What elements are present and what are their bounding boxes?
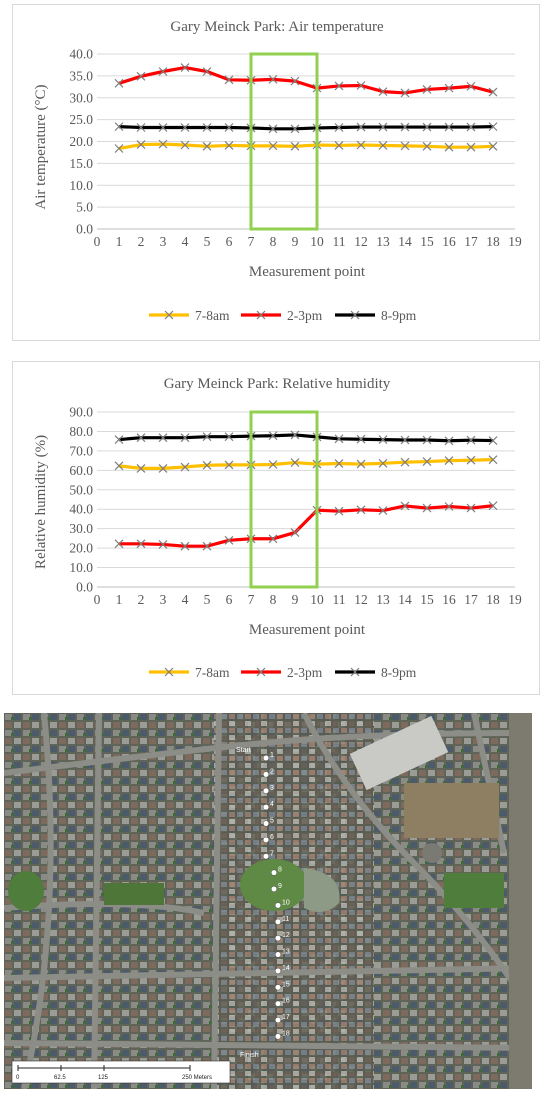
- route-point-label: 3: [270, 784, 274, 792]
- aerial-map: [4, 713, 532, 1089]
- route-point-label: 1: [270, 752, 274, 759]
- x-tick-label: 4: [181, 592, 189, 607]
- x-tick-label: 0: [93, 234, 101, 249]
- air-temperature-chart: [12, 4, 540, 341]
- y-tick-label: 90.0: [69, 404, 93, 420]
- x-tick-label: 9: [291, 234, 299, 249]
- y-tick-label: 50.0: [69, 482, 93, 498]
- y-tick-label: 10.0: [69, 177, 93, 193]
- y-tick-label: 60.0: [69, 462, 93, 478]
- scale-tick-250: 250 Meters: [182, 1075, 213, 1081]
- relative-humidity-chart: [12, 361, 540, 695]
- chart-title: Gary Meinck Park: Relative humidity: [163, 376, 391, 392]
- x-tick-label: 16: [442, 234, 456, 249]
- y-tick-label: 20.0: [69, 134, 93, 149]
- legend-label: 2-3pm: [287, 665, 323, 680]
- legend-item: [241, 308, 323, 323]
- y-tick-label: 10.0: [69, 560, 93, 576]
- chart-title: Gary Meinck Park: Air temperature: [170, 19, 384, 35]
- highlight-box: [251, 412, 317, 587]
- legend-label: 8-9pm: [381, 665, 417, 680]
- legend-label: 7-8am: [195, 665, 230, 680]
- air-temperature-plot: [13, 5, 541, 342]
- x-tick-label: 13: [376, 234, 390, 249]
- x-tick-label: 13: [376, 592, 390, 607]
- series-line-8-9pm: [119, 127, 493, 129]
- route-point-label: 16: [282, 997, 290, 1005]
- x-tick-label: 17: [464, 234, 478, 249]
- aerial-map-image: [4, 713, 532, 1089]
- y-tick-label: 0.0: [76, 579, 93, 595]
- series-line-2-3pm: [119, 68, 493, 93]
- route-point-label: 8: [278, 866, 282, 874]
- x-tick-label: 1: [115, 234, 123, 249]
- y-tick-label: 30.0: [69, 521, 93, 537]
- route-point-label: 6: [270, 833, 274, 841]
- x-tick-label: 5: [203, 592, 211, 607]
- x-tick-label: 18: [486, 592, 500, 607]
- x-axis-label: Measurement point: [248, 622, 366, 638]
- y-tick-label: 0.0: [76, 221, 93, 237]
- x-tick-label: 12: [354, 592, 368, 607]
- map-scale-bar: [12, 1061, 230, 1083]
- x-tick-label: 5: [203, 234, 211, 249]
- series-line-7-8am: [119, 460, 493, 469]
- y-tick-label: 70.0: [69, 443, 93, 459]
- x-tick-label: 15: [420, 234, 434, 249]
- route-point-label: 5: [270, 817, 274, 825]
- route-point-label: 15: [282, 981, 290, 989]
- x-tick-label: 12: [354, 234, 368, 249]
- route-point-label: 10: [282, 899, 290, 907]
- x-tick-label: 19: [508, 234, 522, 249]
- y-tick-label: 5.0: [76, 199, 93, 215]
- x-tick-label: 4: [181, 234, 189, 249]
- map-start-label: Start: [236, 747, 251, 754]
- route-point-label: 14: [282, 964, 290, 972]
- legend-item: [149, 308, 230, 323]
- series-line-7-8am: [119, 144, 493, 148]
- x-tick-label: 6: [225, 592, 233, 607]
- route-point-label: 18: [282, 1030, 290, 1038]
- y-tick-label: 20.0: [69, 540, 93, 556]
- x-tick-label: 6: [225, 234, 233, 249]
- scale-tick-125: 125: [98, 1075, 109, 1081]
- series-line-2-3pm: [119, 506, 493, 546]
- x-tick-label: 11: [332, 234, 346, 249]
- y-tick-label: 15.0: [69, 155, 93, 171]
- x-tick-label: 17: [464, 592, 478, 607]
- y-tick-label: 30.0: [69, 90, 93, 106]
- y-tick-label: 80.0: [69, 423, 93, 439]
- x-tick-label: 9: [291, 592, 299, 607]
- y-axis-label: Air temperature (°C): [33, 84, 49, 210]
- y-tick-label: 35.0: [69, 68, 93, 84]
- x-axis-label: Measurement point: [248, 264, 366, 280]
- route-point-label: 9: [278, 883, 282, 891]
- y-tick-label: 40.0: [69, 46, 93, 62]
- x-tick-label: 8: [269, 234, 277, 249]
- legend-item: [241, 665, 323, 680]
- x-tick-label: 14: [398, 592, 412, 607]
- legend-item: [335, 665, 417, 680]
- route-point-label: 4: [270, 801, 274, 809]
- relative-humidity-plot: [13, 362, 541, 696]
- y-tick-label: 40.0: [69, 501, 93, 517]
- route-point-label: 13: [282, 948, 290, 956]
- map-finish-label: Finish: [240, 1052, 259, 1059]
- x-tick-label: 18: [486, 234, 500, 249]
- y-tick-label: 25.0: [69, 112, 93, 128]
- x-tick-label: 10: [310, 592, 324, 607]
- x-tick-label: 14: [398, 234, 412, 249]
- legend-label: 8-9pm: [381, 308, 417, 323]
- x-tick-label: 10: [310, 234, 324, 249]
- x-tick-label: 16: [442, 592, 456, 607]
- legend-item: [149, 665, 230, 680]
- route-point-label: 7: [270, 850, 274, 858]
- x-tick-label: 8: [269, 592, 277, 607]
- x-tick-label: 0: [93, 592, 101, 607]
- x-tick-label: 7: [247, 592, 255, 607]
- scale-tick-62: 62.5: [54, 1075, 66, 1081]
- x-tick-label: 3: [159, 592, 167, 607]
- x-tick-label: 2: [137, 234, 145, 249]
- route-point-label: 2: [270, 768, 274, 776]
- y-axis-label: Relative humidity (%): [33, 434, 49, 570]
- route-point-label: 17: [282, 1014, 290, 1022]
- x-tick-label: 1: [115, 592, 123, 607]
- series-line-8-9pm: [119, 435, 493, 441]
- x-tick-label: 19: [508, 592, 522, 607]
- x-tick-label: 11: [332, 592, 346, 607]
- legend-label: 7-8am: [195, 308, 230, 323]
- x-tick-label: 15: [420, 592, 434, 607]
- route-point-label: 11: [282, 915, 290, 923]
- legend-item: [335, 308, 417, 323]
- scale-tick-0: 0: [16, 1075, 20, 1081]
- legend-label: 2-3pm: [287, 308, 323, 323]
- x-tick-label: 2: [137, 592, 145, 607]
- route-point-label: 12: [282, 932, 290, 940]
- x-tick-label: 7: [247, 234, 255, 249]
- x-tick-label: 3: [159, 234, 167, 249]
